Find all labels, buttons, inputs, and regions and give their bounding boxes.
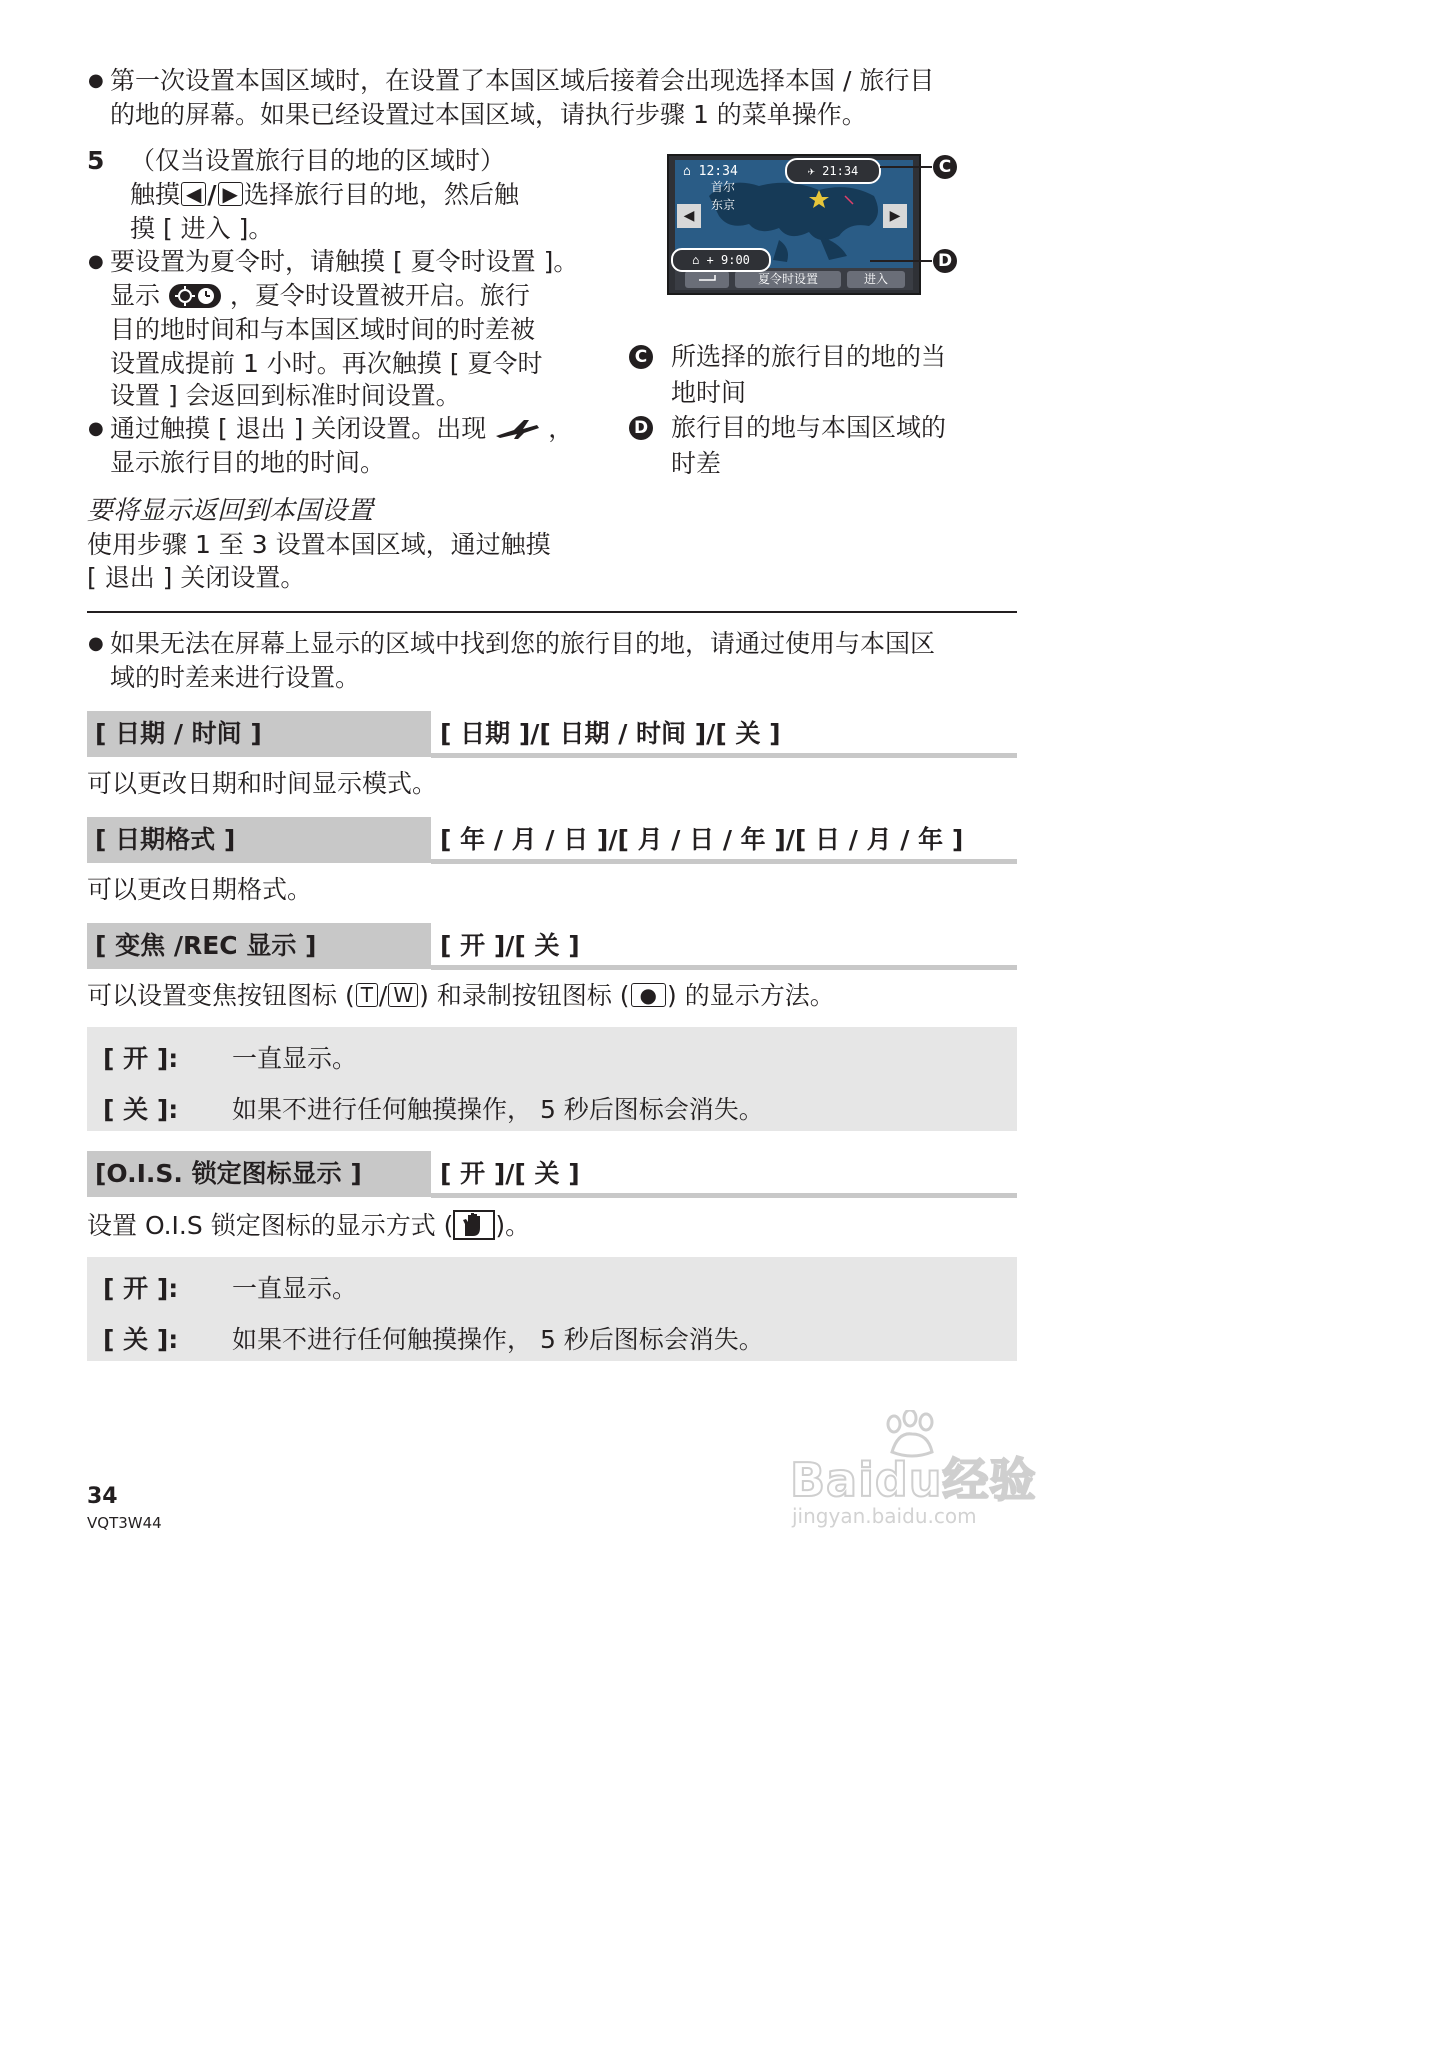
dst-note-line2: 显示 ，夏令时设置被开启。旅行 (110, 281, 530, 310)
legend-d-badge: D (629, 416, 653, 440)
setting-date-time-label: [ 日期 / 时间 ] (95, 719, 262, 748)
callout-d-badge: D (933, 249, 957, 273)
legend-d-line2: 时差 (671, 449, 722, 478)
option-off-key: [ 关 ]: (103, 1325, 179, 1354)
return-home-heading: 要将显示返回到本国设置 (87, 496, 374, 526)
return-home-line1: 使用步骤 1 至 3 设置本国区域，通过触摸 (87, 530, 551, 559)
setting-date-time-value: [ 日期 ]/[ 日期 / 时间 ]/[ 关 ] (440, 719, 781, 748)
city-tokyo: 东京 (711, 198, 736, 212)
setting-ois-value: [ 开 ]/[ 关 ] (440, 1159, 580, 1188)
zoom-w-button-icon: W (388, 983, 418, 1007)
top-note-line1: ● 第一次设置本国区域时，在设置了本国区域后接着会出现选择本国 / 旅行目 (110, 64, 934, 98)
setting-ois-label: [O.I.S. 锁定图标显示 ] (95, 1159, 362, 1188)
option-on-text: 一直显示。 (232, 1274, 358, 1303)
page-number: 34 (87, 1484, 118, 1509)
setting-underline (431, 859, 1017, 864)
legend-c-line2: 地时间 (671, 378, 747, 407)
screen-left-arrow-button[interactable]: ◀ (677, 204, 701, 228)
setting-date-format-value: [ 年 / 月 / 日 ]/[ 月 / 日 / 年 ]/[ 日 / 月 / 年 ] (440, 825, 964, 854)
top-note-line2: 的地的屏幕。如果已经设置过本国区域，请执行步骤 1 的菜单操作。 (110, 100, 867, 129)
legend-d-line1: 旅行目的地与本国区域的 (671, 413, 947, 442)
bottom-note-line1: ● 如果无法在屏幕上显示的区域中找到您的旅行目的地，请通过使用与本国区 (110, 627, 935, 661)
dst-note-line5: 设置 ] 会返回到标准时间设置。 (110, 381, 461, 410)
ois-lock-hand-icon (453, 1210, 495, 1240)
screen-dst-button[interactable]: 夏令时设置 (757, 272, 818, 286)
dst-note-line4: 设置成提前 1 小时。再次触摸 [ 夏令时 (110, 349, 543, 378)
screen-right-arrow-button[interactable]: ▶ (883, 204, 907, 228)
record-button-icon: ● (631, 983, 666, 1007)
step5-line3: 摸 [ 进入 ]。 (130, 214, 274, 243)
watermark-brand: Baidu经验 (790, 1453, 1037, 1507)
exit-note-line1: ● 通过触摸 [ 退出 ] 关闭设置。出现 ， (110, 412, 573, 446)
legend-c-line1: 所选择的旅行目的地的当 (671, 342, 947, 371)
zoom-t-button-icon: T (356, 983, 378, 1007)
setting-date-time-header (87, 711, 431, 757)
setting-zoom-rec-desc: 可以设置变焦按钮图标 ( T / W ) 和录制按钮图标 ( ● ) 的显示方法。 (87, 981, 835, 1010)
exit-note-line2: 显示旅行目的地的时间。 (110, 448, 386, 477)
destination-time: ✈ 21:34 (785, 158, 881, 184)
option-off-text: 如果不进行任何触摸操作， 5 秒后图标会消失。 (232, 1095, 764, 1124)
step-number: 5 (87, 146, 105, 175)
setting-date-time-desc: 可以更改日期和时间显示模式。 (87, 769, 438, 798)
setting-ois-header (87, 1151, 431, 1197)
screen-enter-button[interactable]: 进入 (863, 272, 888, 286)
step5-line1: （仅当设置旅行目的地的区域时） (130, 146, 506, 175)
setting-date-format-label: [ 日期格式 ] (95, 825, 236, 854)
section-divider (87, 611, 1017, 613)
right-arrow-button-icon: ▶ (218, 182, 243, 206)
time-difference: ⌂ + 9:00 (671, 248, 771, 272)
setting-date-format-header (87, 817, 431, 863)
baidu-watermark (790, 1410, 1050, 1530)
bottom-note-line2: 域的时差来进行设置。 (110, 663, 361, 692)
option-off-text: 如果不进行任何触摸操作， 5 秒后图标会消失。 (232, 1325, 764, 1354)
option-on-text: 一直显示。 (232, 1044, 358, 1073)
ois-options-panel (87, 1257, 1017, 1361)
home-time: ⌂ 12:34 (683, 164, 738, 179)
setting-zoom-rec-label: [ 变焦 /REC 显示 ] (95, 931, 317, 960)
setting-date-format-desc: 可以更改日期格式。 (87, 875, 313, 904)
airplane-icon (494, 416, 540, 442)
left-arrow-button-icon: ◀ (181, 182, 206, 206)
legend-c-badge: C (629, 345, 653, 369)
return-home-line2: [ 退出 ] 关闭设置。 (87, 563, 306, 592)
document-code: VQT3W44 (87, 1514, 162, 1532)
watermark-url: jingyan.baidu.com (792, 1504, 977, 1528)
setting-zoom-rec-header (87, 923, 431, 969)
dst-note-line3: 目的地时间和与本国区域时间的时差被 (110, 315, 536, 344)
city-seoul: 首尔 (711, 180, 736, 194)
step5-line2: 触摸 ◀ / ▶ 选择旅行目的地，然后触 (130, 180, 519, 209)
setting-ois-desc: 设置 O.I.S 锁定图标的显示方式 ( )。 (87, 1211, 531, 1240)
setting-underline (431, 965, 1017, 970)
dst-note-line1: ● 要设置为夏令时，请触摸 [ 夏令时设置 ]。 (110, 245, 578, 279)
setting-zoom-rec-value: [ 开 ]/[ 关 ] (440, 931, 580, 960)
setting-underline (431, 1193, 1017, 1198)
zoom-rec-options-panel (87, 1027, 1017, 1131)
option-on-key: [ 开 ]: (103, 1044, 179, 1073)
option-on-key: [ 开 ]: (103, 1274, 179, 1303)
callout-c-badge: C (933, 155, 957, 179)
option-off-key: [ 关 ]: (103, 1095, 179, 1124)
dst-icon (168, 283, 222, 309)
setting-underline (431, 753, 1017, 758)
